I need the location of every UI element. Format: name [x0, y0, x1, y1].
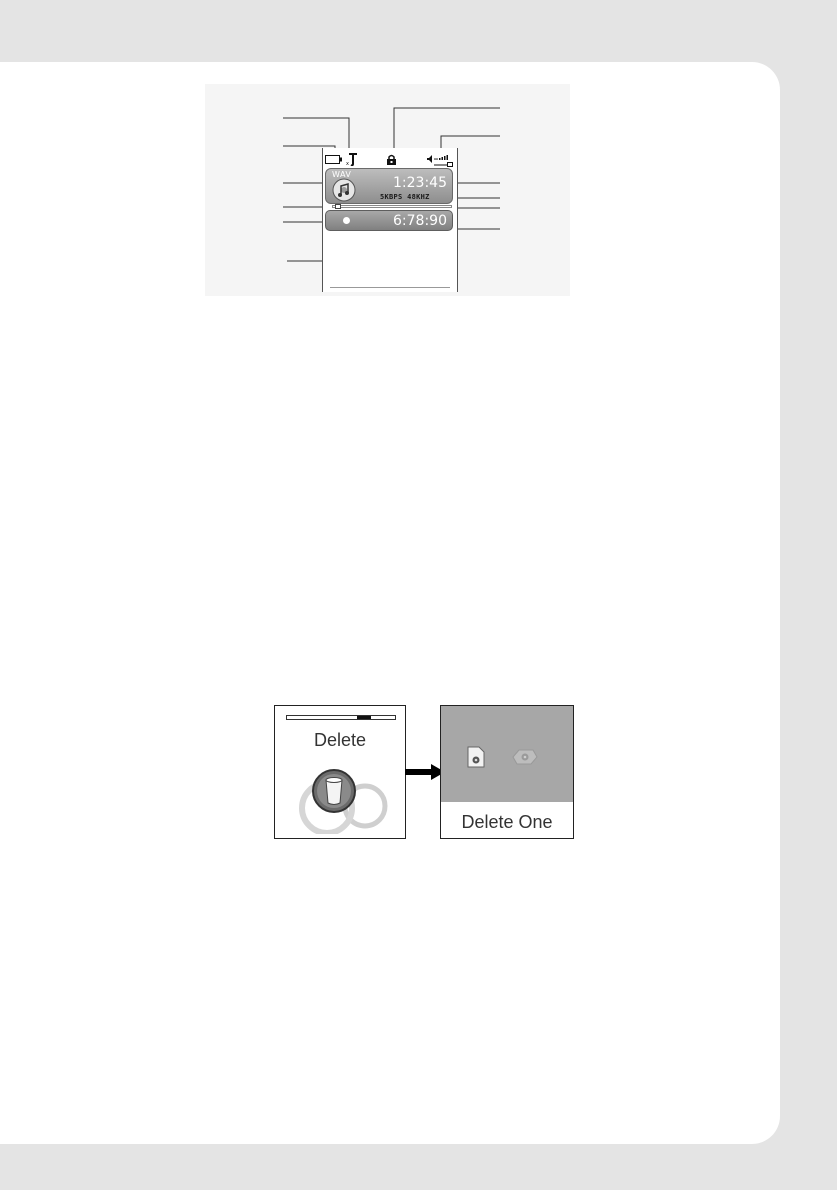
battery-icon	[325, 155, 343, 164]
total-time-panel	[325, 210, 453, 231]
svg-text:x: x	[346, 161, 349, 166]
progress-thumb[interactable]	[335, 204, 341, 209]
music-disc-icon	[332, 178, 356, 202]
lock-icon	[386, 154, 397, 165]
record-dot-icon	[343, 217, 350, 224]
file-icon[interactable]	[467, 746, 485, 768]
progress-bar[interactable]	[332, 205, 452, 208]
total-time: 6:78:90	[393, 213, 447, 229]
menu-scrollbar[interactable]	[286, 715, 396, 720]
elapsed-time: 1:23:45	[393, 175, 447, 191]
menu-title: Delete	[313, 730, 367, 750]
delete-one-label: Delete One	[461, 812, 553, 832]
folder-icon[interactable]	[511, 748, 539, 766]
arrow-right-icon	[405, 764, 445, 780]
delete-menu-screen	[274, 705, 406, 839]
confirm-background	[441, 706, 573, 802]
delete-confirm-screen	[440, 705, 574, 839]
display-bottom-line	[330, 287, 450, 288]
file-format-label: WAV	[332, 170, 352, 179]
menu-scroll-thumb[interactable]	[357, 716, 371, 719]
trash-can-icon[interactable]	[293, 758, 389, 834]
track-info-panel	[325, 168, 453, 204]
volume-icon	[426, 154, 454, 167]
eq-icon	[346, 153, 358, 166]
bitrate-samplerate: 5KBPS 48KHZ	[380, 193, 430, 201]
